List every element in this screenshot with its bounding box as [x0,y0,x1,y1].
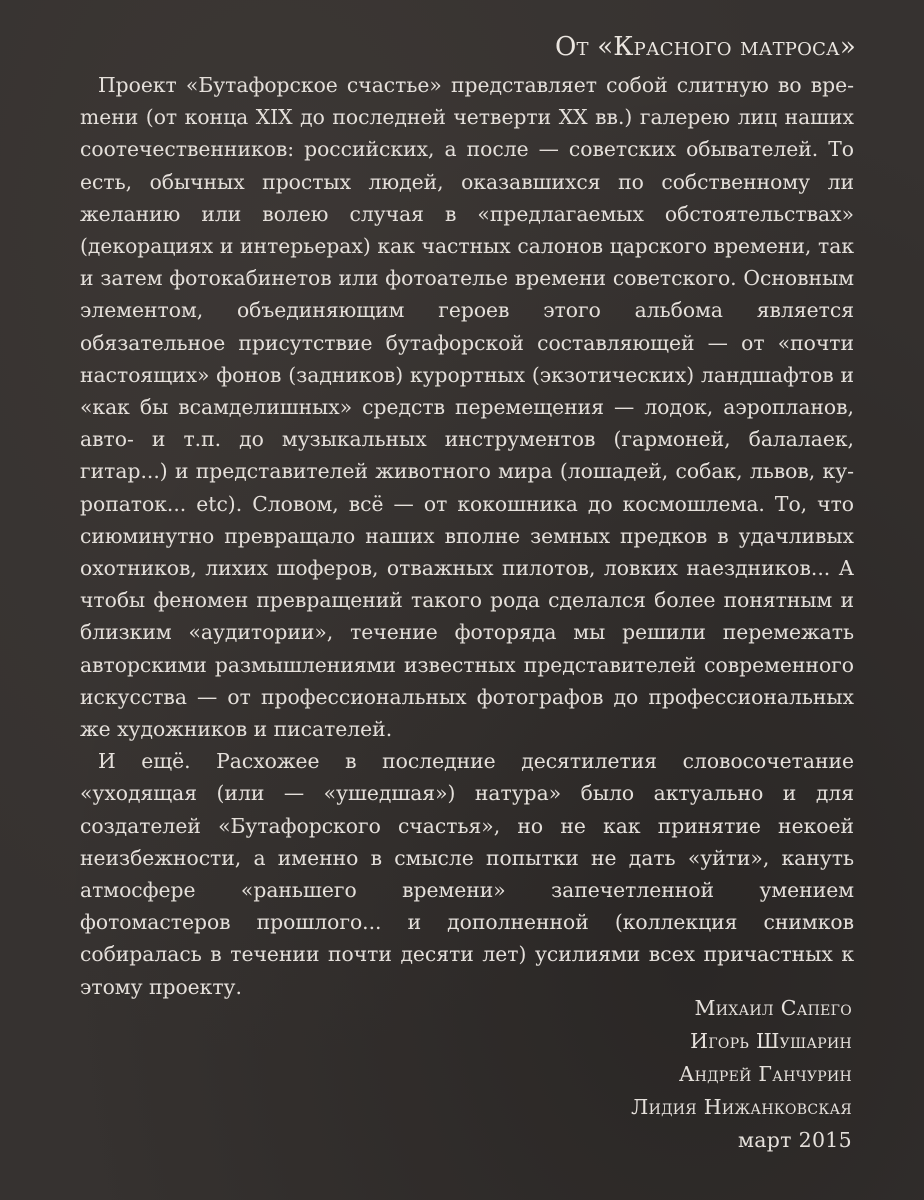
paragraph-2: И ещё. Расхожее в последние десятилетия словосочетание «уходящая (или — «ушедшая») натура» было актуально и для создателей «Бутафорского счастья», но не как принятие некоей неизбежности, а именно в смысле попытки не дать «уйти», кануть атмосфере «раньшего времени» запечетленной умением фотомастеров прошлого... и дополненной (коллекция снимков собиралась в течении почти десяти лет) усилиями всех причастных к этому проекту. [80,749,854,999]
body-text [80,69,854,1003]
page-title: От «Красного матроса» [555,32,856,62]
signature-block [0,992,852,1157]
signature-author: Андрей Ганчурин [678,1062,852,1086]
signature-author: Лидия Нижанковская [631,1095,852,1119]
signature-date: март 2015 [737,1128,852,1152]
signature-author: Игорь Шушарин [690,1029,852,1053]
paragraph-1: Проект «Бутафорское счастье» представляет собой слитную во вреmени (от конца XIX до последней четверти XX вв.) галерею лиц наших соотечественников: российских, а после — советских обывателей. То есть, обычных простых людей, оказавшихся по собственному ли желанию или волею случая в «предлагаемых обстоятельствах» (декорациях и интерьерах) как частных салонов царского времени, так и затем фотокабинетов или фотоателье времени советского. Основным элементом, объединяющим героев этого альбома является обязательное присутствие бутафорской составляющей — от «почти настоящих» фонов (задников) курортных (экзотических) ландшафтов и «как бы всамделишных» средств перемещения — лодок, аэропланов, авто- и т.п. до музыкальных инструментов (гармоней, балалаек, гитар...) и представителей животного мира (лошадей, собак, львов, куропаток... etc). Словом, всё — от кокошника до космошлема. То, что сиюминутно превращало наших вполне земных предков в удачливых охотников, лихих шоферов, отважных пилотов, ловких наездников... А чтобы феномен превращений такого рода сделался более понятным и близким «аудитории», течение фоторяда мы решили перемежать авторскими размышлениями известных представителей современного искусства — от профессиональных фотографов до профессиональных же художников и писателей. [80,73,854,742]
signature-author: Михаил Сапего [694,996,852,1020]
